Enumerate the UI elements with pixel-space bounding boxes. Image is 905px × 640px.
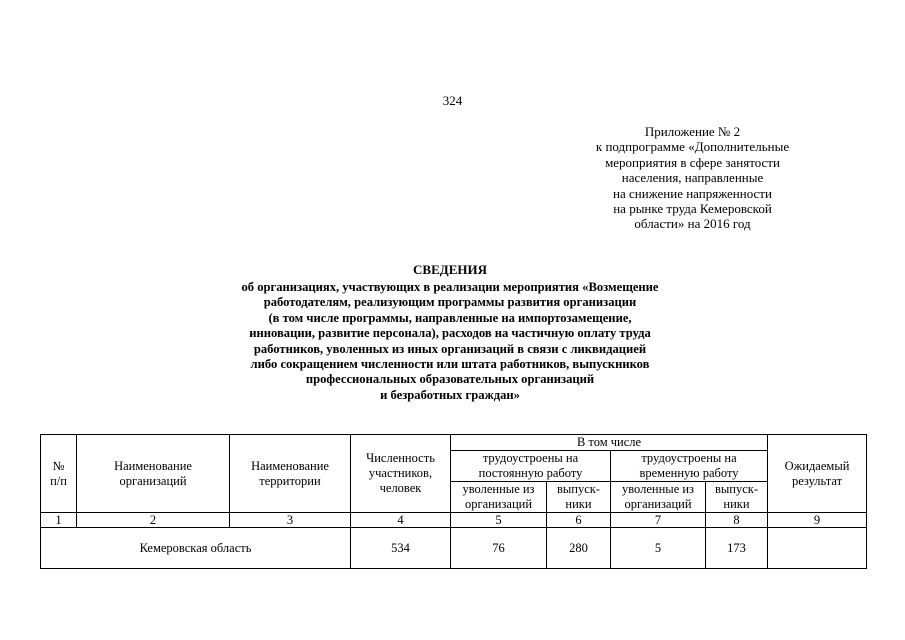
- header-organization: Наименование организаций: [77, 435, 230, 513]
- temp-dismissed-cell: 5: [611, 528, 706, 569]
- subtitle-line: инновации, развитие персонала), расходов на частичную оплату труда: [249, 326, 651, 341]
- appendix-line: к подпрограмме «Дополнительные: [595, 139, 790, 155]
- appendix-heading: [560, 124, 825, 232]
- header-perm-dismissed: уволенные из организаций: [451, 482, 547, 513]
- column-number: 9: [768, 513, 867, 528]
- subtitle-line: либо сокращением численности или штата работников, выпускников: [250, 357, 650, 372]
- organizations-table: [40, 434, 867, 569]
- expected-result-cell: [768, 528, 867, 569]
- appendix-line: на рынке труда Кемеровской: [613, 201, 772, 217]
- column-number: 8: [706, 513, 768, 528]
- appendix-line: Приложение № 2: [644, 124, 741, 139]
- subtitle-line: работников, уволенных из иных организаций в связи с ликвидацией: [253, 341, 647, 356]
- header-permanent-employment: трудоустроены на постоянную работу: [451, 451, 611, 482]
- header-temp-graduates: выпуск- ники: [706, 482, 768, 513]
- document-title: СВЕДЕНИЯ: [413, 262, 487, 277]
- subtitle-line: и безработных граждан»: [380, 387, 520, 402]
- perm-graduates-cell: 280: [547, 528, 611, 569]
- region-name-cell: Кемеровская область: [41, 528, 351, 569]
- appendix-line: области» на 2016 год: [634, 216, 751, 232]
- table-row: [41, 528, 867, 569]
- header-num: № п/п: [41, 435, 77, 513]
- participant-count-cell: 534: [351, 528, 451, 569]
- column-number: 7: [611, 513, 706, 528]
- temp-graduates-cell: 173: [706, 528, 768, 569]
- page-number: 324: [442, 93, 463, 108]
- column-number: 2: [77, 513, 230, 528]
- subtitle-line: об организациях, участвующих в реализации мероприятия «Возмещение: [241, 280, 659, 294]
- column-number: 4: [351, 513, 451, 528]
- header-including: В том числе: [451, 435, 768, 451]
- header-temporary-employment: трудоустроены на временную работу: [611, 451, 768, 482]
- column-number: 1: [41, 513, 77, 528]
- header-temp-dismissed: уволенные из организаций: [611, 482, 706, 513]
- header-participant-count: Численность участников, человек: [351, 435, 451, 513]
- appendix-line: мероприятия в сфере занятости: [605, 154, 780, 170]
- perm-dismissed-cell: 76: [451, 528, 547, 569]
- appendix-line: на снижение напряженности: [613, 185, 772, 201]
- column-number: 3: [230, 513, 351, 528]
- subtitle-line: профессиональных образовательных организаций: [305, 372, 595, 387]
- column-number: 6: [547, 513, 611, 528]
- header-perm-graduates: выпуск- ники: [547, 482, 611, 513]
- header-territory: Наименование территории: [230, 435, 351, 513]
- header-expected-result: Ожидаемый результат: [768, 435, 867, 513]
- document-subtitle: [150, 280, 750, 403]
- column-number: 5: [451, 513, 547, 528]
- appendix-line: населения, направленные: [621, 170, 764, 186]
- subtitle-line: (в том числе программы, направленные на импортозамещение,: [268, 310, 632, 325]
- subtitle-line: работодателям, реализующим программы развития организации: [263, 295, 637, 310]
